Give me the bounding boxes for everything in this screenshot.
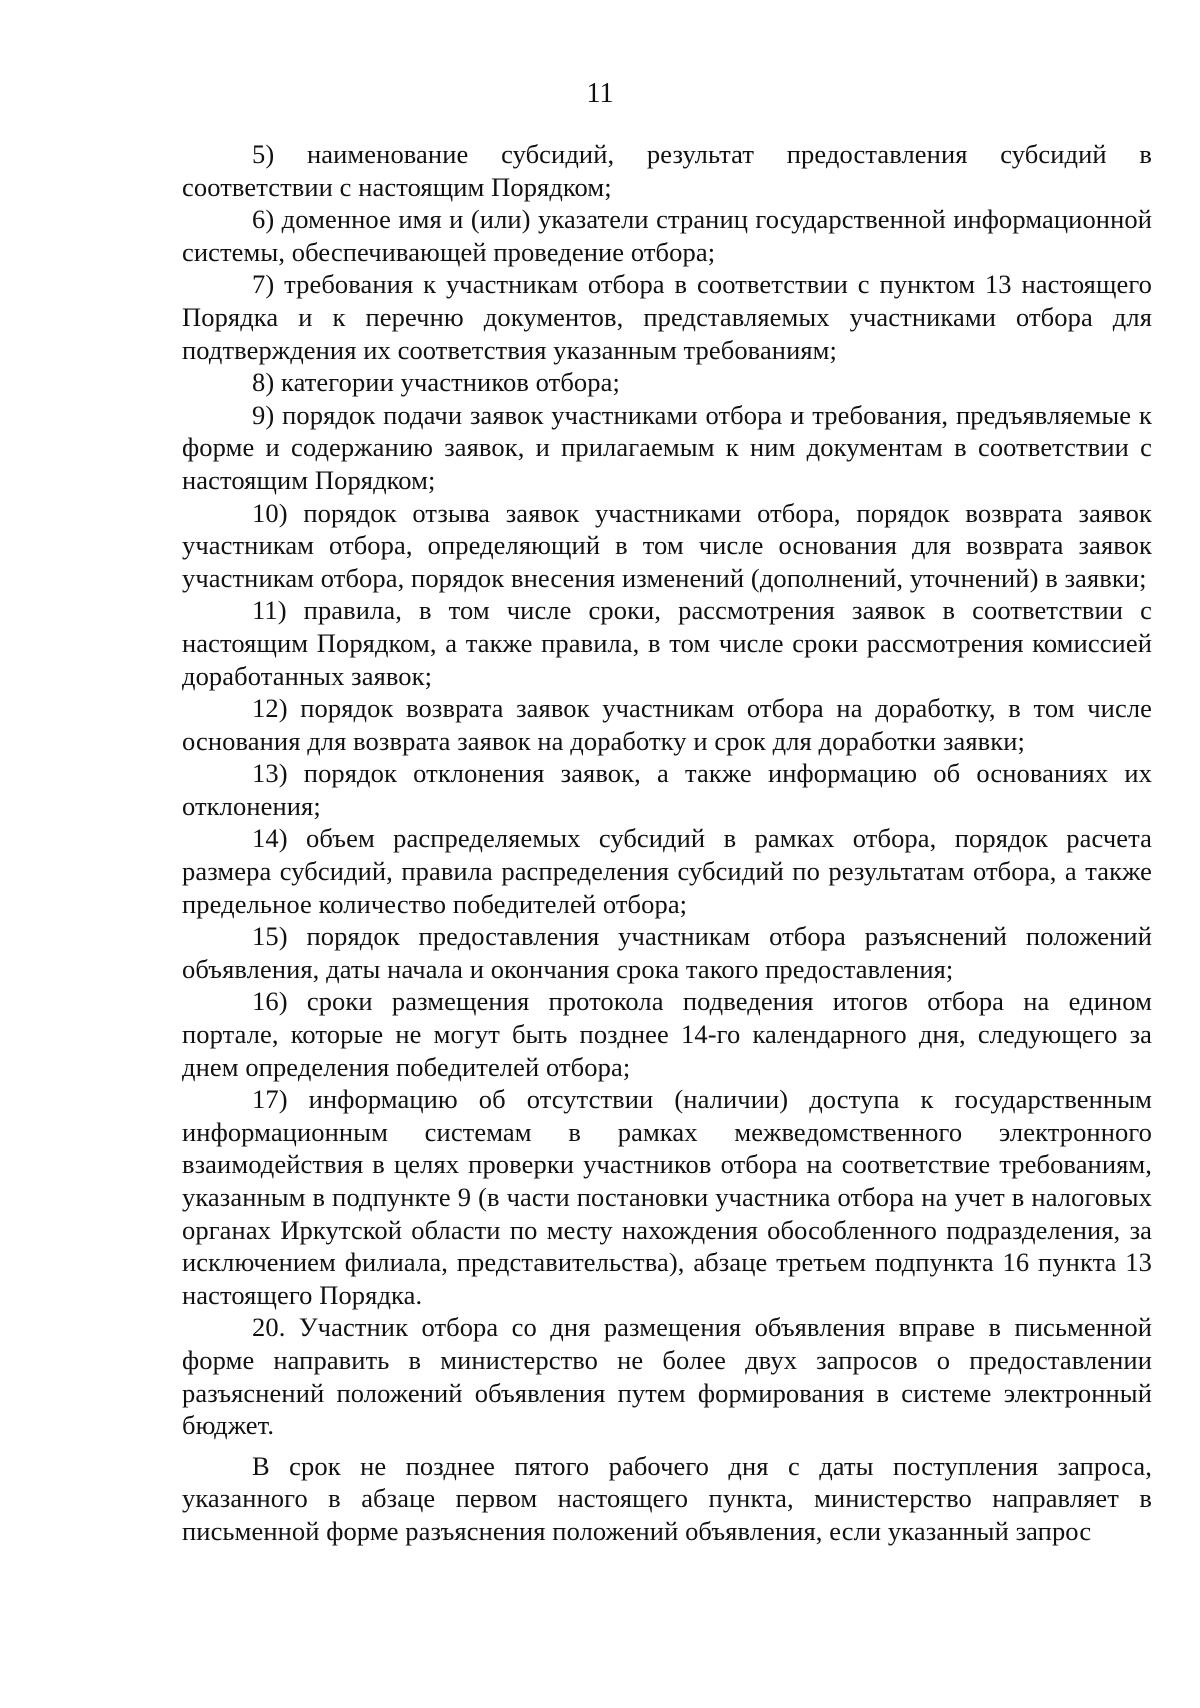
paragraph-clause-20: 20. Участник отбора со дня размещения объявления вправе в письменной форме направить в министерство не более двух запросов о предоставлении разъяснений положений объявления путем формирования в системе электронный бюджет. [182,1312,1152,1441]
document-body [182,138,1152,1548]
paragraph-item-10: 10) порядок отзыва заявок участниками отбора, порядок возврата заявок участникам отбора, определяющий в том числе основания для возврата заявок участникам отбора, порядок внесения изменений (дополнений, уточнений) в заявки; [182,497,1152,593]
paragraph-item-17: 17) информацию об отсутствии (наличии) доступа к государственным информационным системам в рамках межведомственного электронного взаимодействия в целях проверки участников отбора на соответствие требованиям, указанным в подпункте 9 (в части постановки участника отбора на учет в налоговых органах Иркутской области по месту нахождения обособленного подразделения, за исключением филиала, представительства), абзаце третьем подпункта 16 пункта 13 настоящего Порядка. [182,1084,1152,1310]
paragraph-item-6: 6) доменное имя и (или) указатели страниц государственной информационной системы, обеспечивающей проведение отбора; [182,204,1152,267]
paragraph-item-11: 11) правила, в том числе сроки, рассмотрения заявок в соответствии с настоящим Порядком, а также правила, в том числе сроки рассмотрения комиссией доработанных заявок; [182,595,1152,691]
paragraph-item-8: 8) категории участников отбора; [252,367,620,398]
paragraph-item-9: 9) порядок подачи заявок участниками отбора и требования, предъявляемые к форме и содержанию заявок, и прилагаемым к ним документам в соответствии с настоящим Порядком; [182,399,1152,495]
paragraph-item-15: 15) порядок предоставления участникам отбора разъяснений положений объявления, даты начала и окончания срока такого предоставления; [182,921,1152,984]
page-number: 11 [586,78,614,109]
paragraph-item-16: 16) сроки размещения протокола подведения итогов отбора на едином портале, которые не могут быть позднее 14-го календарного дня, следующего за днем определения победителей отбора; [182,986,1152,1082]
paragraph-item-13: 13) порядок отклонения заявок, а также информацию об основаниях их отклонения; [182,758,1152,821]
paragraph-clause-20-continued: В срок не позднее пятого рабочего дня с даты поступления запроса, указанного в абзаце первом настоящего пункта, министерство направляет в письменной форме разъяснения положений объявления, если указанный запрос [182,1450,1152,1546]
paragraph-item-12: 12) порядок возврата заявок участникам отбора на доработку, в том числе основания для возврата заявок на доработку и срок для доработки заявки; [182,693,1152,756]
paragraph-item-5: 5) наименование субсидий, результат предоставления субсидий в соответствии с настоящим Порядком; [182,139,1152,202]
paragraph-item-7: 7) требования к участникам отбора в соответствии с пунктом 13 настоящего Порядка и к перечню документов, представляемых участниками отбора для подтверждения их соответствия указанным требованиям; [182,269,1152,365]
paragraph-item-14: 14) объем распределяемых субсидий в рамках отбора, порядок расчета размера субсидий, правила распределения субсидий по результатам отбора, а также предельное количество победителей отбора; [182,823,1152,919]
